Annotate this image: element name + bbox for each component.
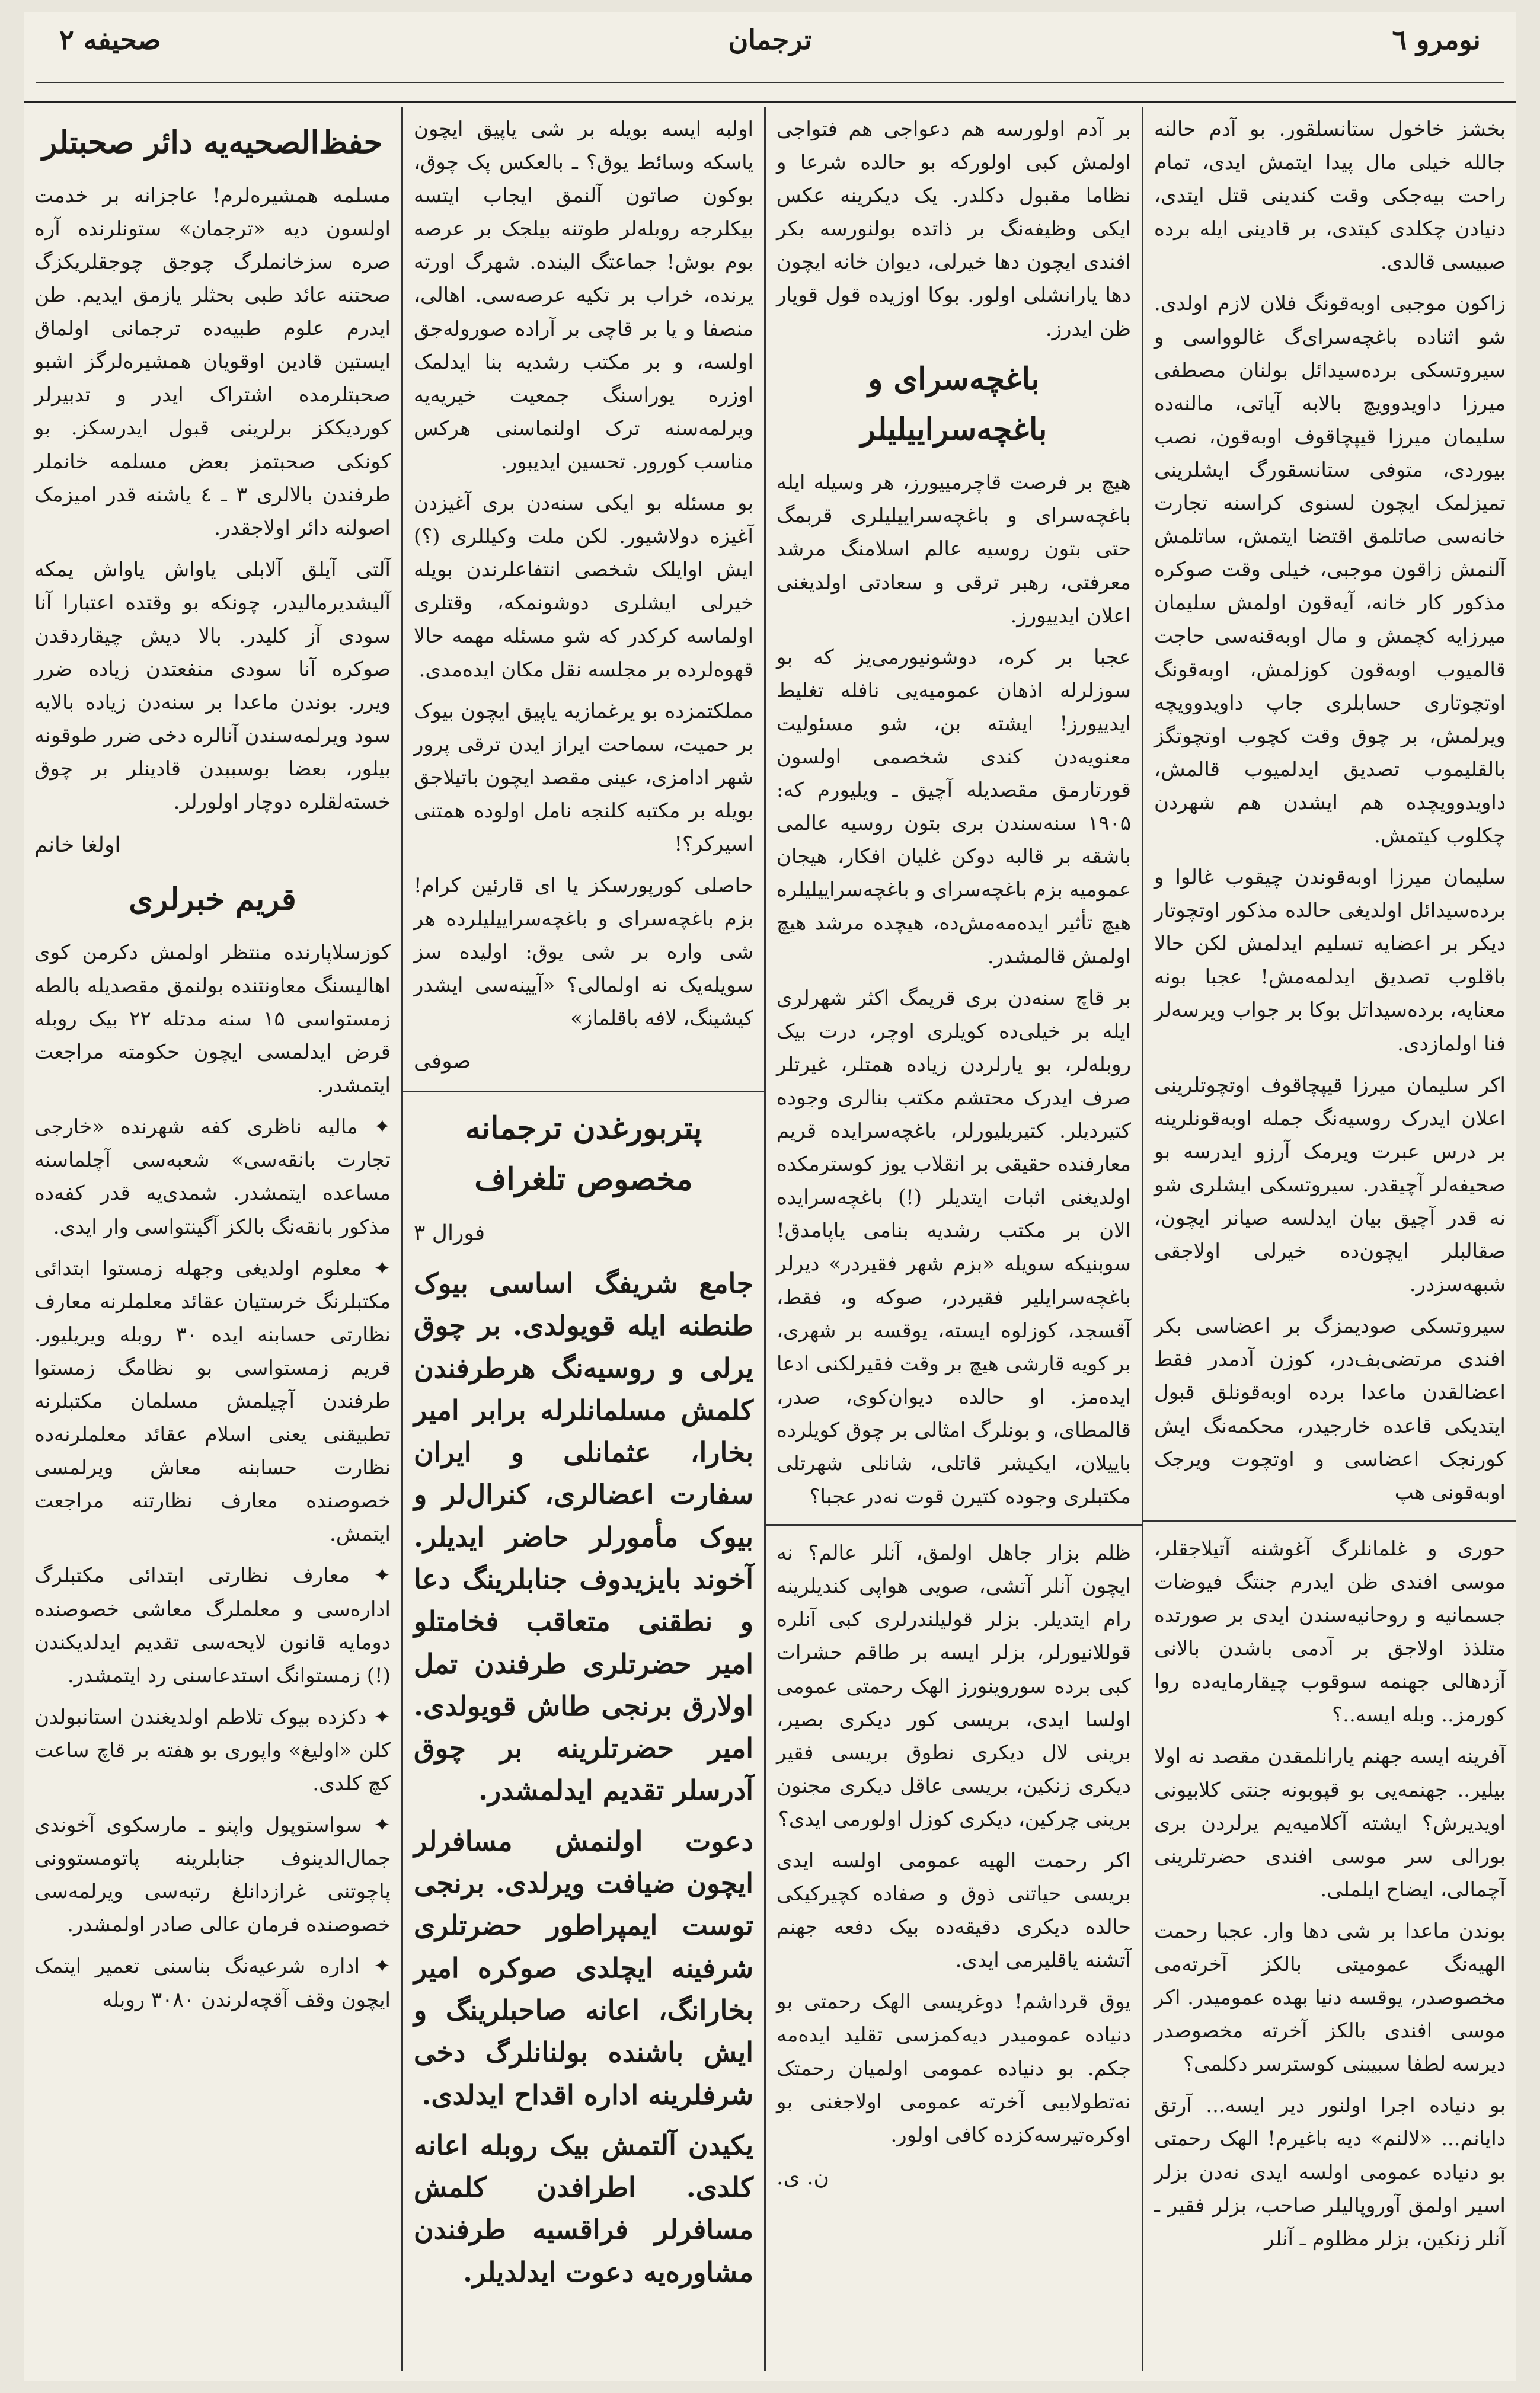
news-item: ✦ مالیه ناظری کفه شهرنده «خارجی تجارت بانقه‌سی» شعبه‌سی آچلماسنه مساعده ایتمشدر. شمدی‌یه قدر کفه‌ده مذکور بانقه‌نگ بالکز آگینتواسی وار ایدی. bbox=[34, 1115, 391, 1239]
news-item: کوزسلاپارنده منتظر اولمش دکرمن کوی اهالیسنگ معاونتنده بولنمق مقصدیله بالطه زمستواسی ۱۵ سنه مدتله ۲۲ بیک روبله قرض ایدلمسی ایچون حکومته مراجعت ایتمشدر. bbox=[34, 940, 391, 1098]
section-divider bbox=[766, 1524, 1142, 1526]
article-paragraph: عجبا بر کره، دوشونیورمی‌یز که بو سوزلرله اذهان عمومیه‌یی نافله تغلیط ایدییورز! ایشته بن، شو مسئولیت معنویه‌دن کندی شخصمی اولسون قورتارمق مقصدیله آچیق ـ ویلیورم که: ۱۹۰۵ سنه‌سندن بری بتون روسیه عالمی باشقه بر قالبه دوکن غلیان افکار، هیجان عمومیه بزم باغچه‌سرای و باغچه‌سراییلیلره هیچ تأثیر ایده‌مه‌مش‌ده، هیچده مرشد هیچ اولمش قالمشدر. bbox=[777, 645, 1131, 969]
columns bbox=[24, 107, 1516, 2371]
article-paragraph: مملکتمزده بو یرغمازیه یاپیق ایچون بیوک بر حمیت، سماحت ایراز ایدن ترقی پرور شهر ادامزی، عینی مقصد ایچون باتیلاجق بویله بر مکتبه کلنجه نامل اولوده همتنی اسیرکر؟! bbox=[414, 699, 753, 856]
article-signature: اولغا خانم bbox=[34, 832, 121, 857]
article-paragraph: بوندن ماعدا بر شی دها وار. عجبا رحمت الهیه‌نگ عمومیتی بالکز آخرته‌می مخصوصدر، یوقسه دنیا بهده عمومیدر. اکر موسی افندی بالکز آخرته مخصوصدر دیرسه لطفا سبیبنی کوسترسر دکلمی؟ bbox=[1154, 1919, 1506, 2076]
page-header bbox=[24, 12, 1516, 103]
news-item: ✦ اداره شرعیه‌نگ بناسنی تعمیر ایتمک ایچون وقف آقچه‌لرندن ۳۰۸۰ روبله bbox=[34, 1954, 391, 2012]
article-paragraph: زاکون موجبی اوبه‌قونگ فلان لازم اولدی. شو اثناده باغچه‌سرای‌گ غالوواسی و سیروتسکی برده‌سیدائل بولنان مصطفی میرزا داویدوویچ بالابه آیاتی، مالنه‌ده سلیمان میرزا قیپچاقوف اوبه‌قون، نصب بیوردی، متوفی ستانسقورگ ایشلرینی تمیزلمک ایچون لسنوی کراسنه تجارت خانه‌سی صاتلمق اقتضا ایتمش، ساتلمش آلنمش زاقون موجبی، خیلی وقت صوکره مذکور کار خانه، آیه‌قون اولمش سلیمان میرزایه کچمش و مال اوبه‌قنه‌سی حاجت قالمیوب اوبه‌قون کوزلمش، اوبه‌قونگ اوتچوتاری حسابلری جاپ داویدوویچه ویرلمش، بر چوق وقت کچوب اوتچوتگز بالقلیموب تصدیق ایدلمیوب قالمش، داویدوویچده هم ایشدن هم شهردن چکلوب کیتمش. bbox=[1154, 292, 1506, 848]
news-item: ✦ معلوم اولدیغی وجهله زمستوا ابتدائی مکتبلرنگ خرستیان عقائد معلملرنه معارف نظارتی حسابنه ایده ۳۰ روبله ویریلیور. قریم زمستواسی بو نظامگ زمستوا طرفندن آچیلمش مسلمان مکتبلرنه تطبیقنی یعنی اسلام عقائد معلملرنه‌ده نظارت حسابنه معاش ویرلمسی خصوصنده معارف نظارتنه مراجعت ایتمش. bbox=[34, 1256, 391, 1547]
article-paragraph: آفرینه ایسه جهنم یارانلمقدن مقصد نه اولا بیلیر.. جهنمه‌یی بو قپوبونه جنتی کلابیونی اویدیرش؟ ایشته آکلامیه‌یم یرلردن بری بورالی سر موسی افندی حضرتلرینی آچمالی، ایضاح ایلملی. bbox=[1154, 1745, 1506, 1902]
issue-number: نومرو ٦ bbox=[1392, 24, 1481, 56]
news-item: ✦ سواستوپول واپنو ـ مارسکوی آخوندی جمال‌الدینوف جنابلرینه پاتومستوونی پاچوتنی غرازدانلغ رتبه‌سی ویرلمه‌سی خصوصنده فرمان عالی صادر اولمشدر. bbox=[34, 1813, 391, 1937]
article-paragraph: بو مسئله بو ایکی سنه‌دن بری آغیزدن آغیزه دولاشیور. لکن ملت وکیللری (؟) ایش اوایلک شخصی انتفاعلرندن بویله خیرلی ایشلری دوشونمکه، وقتلری اولماسه کرکدر که شو مسئله مهمه حالا قهوه‌لرده بر مجلسه نقل مکان ایده‌مدی. bbox=[414, 491, 753, 682]
telegram-date: فورال ۳ bbox=[414, 1221, 485, 1245]
article-paragraph: حاصلی کورپورسکز یا ای قارئین کرام! بزم باغچه‌سرای و باغچه‌سراییلیلرده هر شی واره بر شی یوق: اولیده سز سویله‌یک نه اولمالی؟ «آیینه‌سی ایشدر کیشینگ، لافه باقلماز» bbox=[414, 874, 753, 1031]
article-title: باغچه‌سرای و باغچه‌سراییلیلر bbox=[860, 360, 1047, 448]
article-paragraph: حوری و غلمانلرگ آغوشنه آتیلاجقلر، موسی افندی ظن ایدرم جنتگ فیوضات جسمانیه و روحانیه‌سندن ایدی بر صورتده متلذذ اولاجق بر آدمی باشدن بالانی آزدهالی جهنمه سوقوب چیقارمایه‌ده روا کورمز.. وبله ایسه..؟ bbox=[1154, 1536, 1506, 1727]
article-paragraph: اکر رحمت الهیه عمومی اولسه ایدی بریسی حیاتنی ذوق و صفاده کچیرکیکی حالده دیکری دقیقه‌ده بیک دفعه جهنم آتشنه یاقلیرمی ایدی. bbox=[777, 1849, 1131, 1973]
section-divider bbox=[1143, 1520, 1516, 1522]
article-paragraph: بو دنیاده اجرا اولنور دیر ایسه... آرتق دایانم... «لالنم» دیه باغیرم! الهک رحمتی بو دنیاده عمومی اولسه ایدی نه‌دن بزلر اسیر اولمق آوروپالیلر صاحب، بزلر فقیر ـ آنلر زنکین، بزلر مظلوم ـ آنلر bbox=[1154, 2094, 1506, 2251]
news-item: ✦ معارف نظارتی ابتدائی مکتبلرگ اداره‌سی و معلملرگ معاشی خصوصنده دومایه قانون لایحه‌سی تقدیم ایدلدیکندن (!) زمستوانگ استدعاسنی رد ایتمشدر. bbox=[34, 1564, 391, 1688]
page-number: صحیفه ۲ bbox=[59, 24, 161, 56]
column-3 bbox=[764, 107, 1142, 2371]
header-rule bbox=[36, 82, 1504, 83]
article-signature: صوفی bbox=[414, 1049, 471, 1074]
article-paragraph: آلتی آیلق آلابلی یاواش یاواش یمکه آلیشدیرمالیدر، چونکه بو وقتده اعتبارا آنا سودی آز کلیدر. بالا دیش چیقاردقدن صوکره آنا سودی منفعتدن زیاده ضرر ویرر. بوندن ماعدا بر سنه‌دن زیاده بالایه سود ویرلمه‌سندن آنالره دخی ضرر طوقونه بیلور، بعضا بوسببدن قادینلر بر چوق خسته‌لقلره دوچار اولورلر. bbox=[34, 557, 391, 814]
article-paragraph: ظلم بزار جاهل اولمق، آنلر عالم؟ نه ایچون آنلر آتشی، صویی هواپی کندیلرینه رام ایتدیلر. بزلر قولیلندرلری کبی آنلره قوللانیورلر، بزلر ایسه بر طاقم حشرات کبی برده سوروینورز الهک رحمتی عمومی اولسا ایدی، بریسی کور دیکری بصیر، برینی لال دیکری نطوق بریسی فقیر دیکری زنکین، بریسی عاقل دیکری مجنون برینی چرکین، دیکری کوزل اولورمی ایدی؟ bbox=[777, 1541, 1131, 1831]
newspaper-page bbox=[24, 12, 1516, 2381]
article-paragraph: بخشز خاخول ستانسلقور. بو آدم حالنه جالله خیلی مال پیدا ایتمش ایدی، تمام راحت بیه‌جکی وقت کندینی قتل ایتدی، دنیادن چکلدی کیتدی، بر قادینی ایله برده صبیسی قالدی. bbox=[1154, 117, 1506, 274]
column-1 bbox=[24, 107, 401, 2371]
telegram-title: پتربورغدن ترجمانه مخصوص تلغراف bbox=[465, 1110, 702, 1197]
article-title: حفظ‌الصحیه‌یه دائر صحبتلر bbox=[42, 124, 383, 161]
article-signature: ن. ی. bbox=[777, 2165, 829, 2190]
article-paragraph: اکر سلیمان میرزا قیپچاقوف اوتچوتلرینی اعلان ایدرک روسیه‌نگ جمله اوبه‌قونلرینه بر درس عبرت ویرمک آرزو ایدرسه بو صحیفه‌لر آچیقدر. سیروتسکی ایشلری شو نه قدر آچیق بیان ایدلسه صیانر ایچون، صقالبلر ایچون‌ده خیرلی اولاجقی شبهه‌سزدر. bbox=[1154, 1073, 1506, 1297]
article-paragraph: اولبه ایسه بویله بر شی یاپیق ایچون یاسکه وسائط یوق؟ ـ بالعکس پک چوق، بوکون صاتون آلنمق ایجاب ایتسه بیکلرجه روبله‌لر طوتنه بیلجک بر عرصه بوم بوش! جماعتگ الینده. شهرگ اورته یرنده، خراب بر تکیه عرصه‌سی. اهالی، منصفا و یا بر قاچی بر آراده صوروله‌جق اولسه، و بر مکتب رشدیه بنا ایدلمک اوزره یوراسنگ جمعیت خیریه‌یه ویرلمه‌سنه ترک اولنماسنی هرکس مناسب کورور. تحسین ایدیبور. bbox=[414, 117, 753, 474]
article-paragraph: مسلمه همشیره‌لرم! عاجزانه بر خدمت اولسون دیه «ترجمان» ستونلرنده آره صره سزخانملرگ چوجق چوجقلریکزگ صحتنه عائد طبی بحثلر یازمق ایدیم. طن ایدرم علوم طبیه‌ده ترجمانی اولماق ایستین قادین اوقویان همشیره‌لرگز اشبو صحبتلرمده اشتراک ایدر و تدبیرلر کوردیککز برلرینی قبول ایدرسکز. بو کونکی صحبتمز بعض مسلمه خانملر طرفندن بالالری ۳ ـ ٤ یاشنه قدر امیزمک اصولنه دائر اولاجقدر. bbox=[34, 183, 391, 540]
telegram-paragraph: یکیدن آلتمش بیک روبله اعانه کلدی. اطرافدن کلمش مسافرلر فراقسیه طرفندن مشاوره‌یه دعوت ایدلدیلر. bbox=[414, 2129, 753, 2288]
section-divider bbox=[403, 1091, 764, 1092]
article-paragraph: یوق قرداشم! دوغریسی الهک رحمتی بو دنیاده عمومیدر دیه‌کمزسی تقلید ایده‌مه جکم. بو دنیاده عمومی اولمیان رحمتک نه‌تطولابیی آخرته عمومی اولاجغنی بو اوکره‌تیرسه‌کزده کافی اولور. bbox=[777, 1990, 1131, 2147]
telegram-paragraph: دعوت اولنمش مسافرلر ایچون ضیافت ویرلدی. برنجی توست ایمپراطور حضرتلری شرفینه ایچلدی صوکره امیر بخارانگ، اعانه صاحبلرینگ و ایش باشنده بولنانلرگ دخی شرفلرینه اداره اقداح ایدلدی. bbox=[414, 1825, 753, 2111]
article-paragraph: سلیمان میرزا اوبه‌قوندن چیقوب غالوا و برده‌سیدائل اولدیغی حالده مذکور اوتچوتار دیکر بر اعضایه تسلیم ایدلمش لکن حالا باقلوب تصدیق ایدلمه‌مش! عجبا بونه معنایه، برده‌سیداتل بوکا بر جواب ویرسه‌لر فنا اولمازدی. bbox=[1154, 865, 1506, 1056]
article-paragraph: هیچ بر فرصت قاچرمییورز، هر وسیله ایله باغچه‌سرای و باغچه‌سراییلیلری قربمگ حتی بتون روسیه عالم اسلامنگ مرشد معرفتی، رهبر ترقی و سعادتی اولدیغنی اعلان ایدییورز. bbox=[777, 471, 1131, 628]
article-paragraph: بر قاچ سنه‌دن بری قریمگ اکثر شهرلری ایله بر خیلی‌ده کویلری اوچر، درت بیک روبله‌لر، بو یارلردن زیاده همتلر، غیرتلر صرف ایدرک محتشم مکتب بنالری وجوده کتیردیلر. کتیریلیورلر، باغچه‌سرایده قریم معارفنده حقیقی بر انقلاب یوز کوسترمکده اولدیغنی اثبات ایتدیلر (!) باغچه‌سرایده الان بر مکتب رشدیه بنامی یاپامدق! سوبنیکه سویله «بزم شهر فقیردر» دیرلر باغچه‌سرایلیر فقیردر، صوکه و، فقط، آقسجد، کوزلوه ایسته، یوقسه بر شهری، بر کویه قارشی هیچ بر وقت فقیرلکنی ادعا ایده‌مز. او حالده دیوان‌کوی، صدر، قالمطای، و بونلرگ امثالی بر چوق کویلرده باییلان، ایکیشر قاتلی، شانلی شهرتلی مکتبلری وجوده کتیرن قوت نه‌در عجبا؟ bbox=[777, 986, 1131, 1509]
news-item: ✦ دکزده بیوک تلاطم اولدیغندن استانبولدن کلن «اولیغ» واپوری بو هفته بر قاچ ساعت کچ کلدی. bbox=[34, 1705, 391, 1796]
article-paragraph: سیروتسکی صودیمزگ بر اعضاسی بکر افندی مرتضی‌بف‌در، کوزن آدمدر فقط اعضالقدن ماعدا برده اوبه‌قونلق قبول ایتدیکی قاعده خارجیدر، محکمه‌نگ ایش کورنجک اعضاسی و اوتچوت ویرجک اوبه‌قونی هپ bbox=[1154, 1314, 1506, 1504]
column-2 bbox=[401, 107, 764, 2371]
article-paragraph: بر آدم اولورسه هم دعواجی هم فتواجی اولمش کبی اولورکه بو حالده شرعا و نظاما مقبول دکلدر. یک دیکرینه عکس ایکی وظیفه‌نگ بر ذاتده بولنورسه بکر افندی ایچون دها خیرلی، دیوان خانه ایچون دها یارانشلی اولور. بوکا اوزیده قول قویار ظن ایدرز. bbox=[777, 117, 1131, 341]
news-section-title: قریم خبرلری bbox=[129, 881, 296, 918]
newspaper-title: ترجمان bbox=[728, 24, 812, 56]
telegram-paragraph: جامع شریفگ اساسی بیوک طنطنه ایله قویولدی. بر چوق یرلی و روسیه‌نگ هرطرفندن کلمش مسلمانلرله برابر امیر بخارا، عثمانلی و ایران سفارت اعضالری، کنرال‌لر و بیوک مأمورلر حاضر ایدیلر. آخوند بایزیدوف جنابلرینگ دعا و نطقنی متعاقب فخامتلو امیر حضرتلری طرفندن تمل اولارق برنجی طاش قویولدی. امیر حضرتلرینه بر چوق آدرسلر تقدیم ایدلمشدر. bbox=[414, 1267, 753, 1807]
column-4 bbox=[1142, 107, 1516, 2371]
